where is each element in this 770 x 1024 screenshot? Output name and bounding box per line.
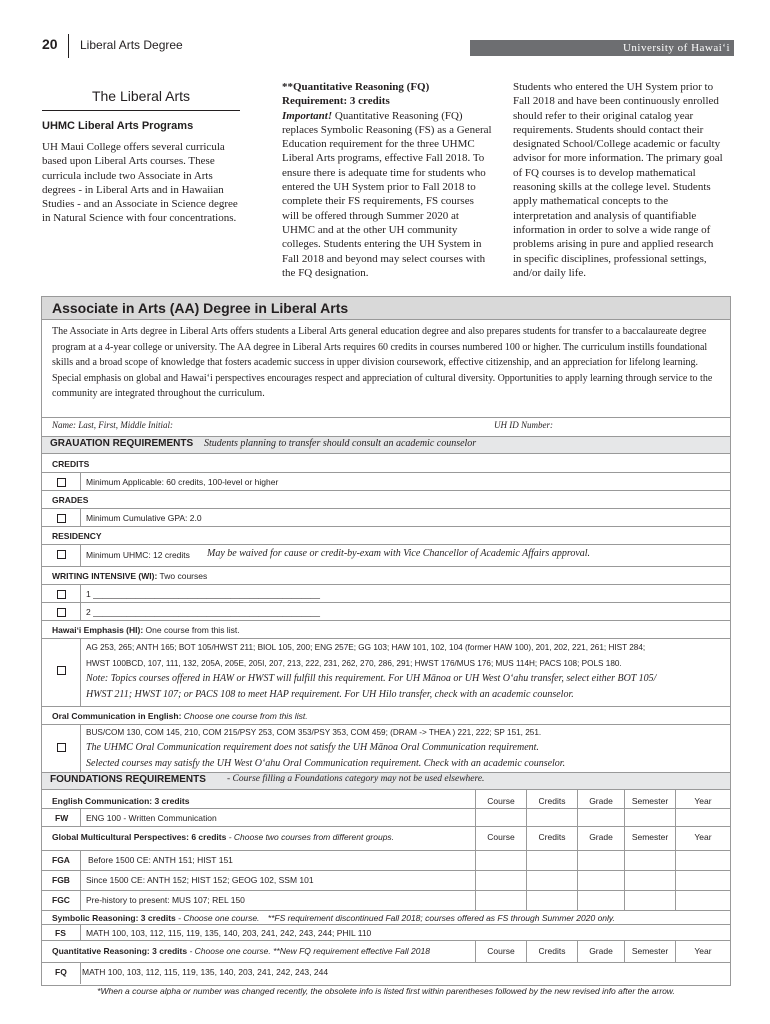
col-course: Course [487,796,515,806]
grad-heading-note: Students planning to transfer should consult an academic counselor [204,438,477,449]
col-semester-3: Semester [631,946,669,956]
fq-text: MATH 100, 103, 112, 115, 119, 135, 140, 203, 241, 242, 243, 244 [82,967,329,977]
quant-row [52,946,430,956]
col-divider [80,544,81,566]
col-credits: Credits [538,796,566,806]
symbolic-row [52,913,615,923]
symbolic-discontinued-note: **FS requirement discontinued Fall 2018; courses offered as FS through Summer 2020 only. [267,913,615,923]
col-semester: Semester [631,796,669,806]
quant-note: - Choose one course. **New FQ requirement effective Fall 2018 [189,946,430,956]
symbolic-note: - Choose one course. [178,913,260,923]
rule [42,566,730,567]
col-semester-2: Semester [631,832,669,842]
wi-course-1-line[interactable]: 1 ________________________________________________ [86,589,320,599]
col-course-2: Course [487,832,515,842]
grad-requirements-band [42,436,730,454]
fgc-text: Pre-history to present: MUS 107; REL 150 [86,895,245,905]
fs-text: MATH 100, 103, 112, 115, 119, 135, 140, 203, 241, 242, 243, 244; PHIL 110 [86,928,372,938]
residency-label: RESIDENCY [52,531,102,541]
oc-label: Oral Communication in English: [52,711,182,721]
rule [42,890,730,891]
col-grade-2: Grade [589,832,613,842]
wi-2-checkbox[interactable] [57,608,66,617]
rule [42,962,730,963]
fq-column [282,80,492,280]
col-grade-3: Grade [589,946,613,956]
oc-row [52,711,308,721]
col-divider [80,472,81,490]
col-course-3: Course [487,946,515,956]
col-year-3: Year [694,946,712,956]
fgc-code: FGC [52,895,70,905]
fgb-code: FGB [52,875,70,885]
hi-note-line-1: Note: Topics courses offered in HAW or HWST will fulfill this requirement. For UH Mānoa or UH West Oʻahu transfer, select either BOT 105/ [86,673,657,684]
col-divider [80,724,81,772]
rule [42,826,730,827]
aa-title: Associate in Arts (AA) Degree in Liberal Arts [52,300,349,316]
fs-code: FS [55,928,66,938]
liberal-arts-title: The Liberal Arts [91,88,191,104]
fw-code: FW [55,813,69,823]
fq-heading: **Quantitative Reasoning (FQ) Requirement: 3 credits [282,81,430,108]
rule [42,490,730,491]
foundations-band [42,772,730,790]
oc-courses: BUS/COM 130, COM 145, 210, COM 215/PSY 253, COM 353/PSY 353, COM 459; (DRAM -> THEA ) 221, 222; SP 151, 251. [86,728,542,737]
fga-text: Before 1500 CE: ANTH 151; HIST 151 [88,855,233,865]
col-divider [80,850,81,910]
col-grade: Grade [589,796,613,806]
col-year: Year [694,796,712,806]
fgb-text: Since 1500 CE: ANTH 152; HIST 152; GEOG 102, SSM 101 [86,875,314,885]
rule [42,924,730,925]
wi-value: Two courses [159,571,208,581]
grades-checkbox[interactable] [57,514,66,523]
residency-item: Minimum UHMC: 12 credits [86,550,190,560]
hi-checkbox[interactable] [57,666,66,675]
fw-text: ENG 100 - Written Communication [86,813,217,823]
wi-label: WRITING INTENSIVE (WI): [52,571,158,581]
hi-value: One course from this list. [145,625,240,635]
global-note: - Choose two courses from different groups. [228,832,395,842]
fq-text: Quantitative Reasoning (FQ) replaces Symbolic Reasoning (FS) as a General Education requirement for the three UHMC Liberal Arts programs, effective Fall 2018. To ensure there is adequate time for students who entered the UH System prior to Fall 2018 to complete their FS requirements, FS courses will be offered through Summer 2020 at UHMC and at the other UH community colleges. Students entering the UH System in Fall 2018 and beyond may select courses with the FQ designation. [282,109,492,279]
credits-checkbox[interactable] [57,478,66,487]
section-title: Liberal Arts Degree [80,38,183,52]
grad-heading: GRAUATION REQUIREMENTS [50,438,194,449]
rule [42,472,730,473]
wi-course-2-line[interactable]: 2 ________________________________________________ [86,607,320,617]
programs-text: UH Maui College offers several curricula based upon Liberal Arts courses. These curricula include two Associate in Arts degrees - in Liberal Arts and in Hawaiian Studies - and an Associate in Science degree in Natural Science with four concentrations. [42,141,238,225]
page-number: 20 [42,36,58,52]
col-year-2: Year [694,832,712,842]
oc-note-line-1: The UHMC Oral Communication requirement does not satisfy the UH Mānoa Oral Communication requirement. [86,742,539,753]
foundations-heading: FOUNDATIONS REQUIREMENTS [50,774,206,785]
rule [42,526,730,527]
fq-continued-text: Students who entered the UH System prior to Fall 2018 and have been continuously enrolled should refer to their original catalog year requirements. Students should contact their designated School/College academic or faculty advisor for more information. The primary goal of FQ courses is to develop mathematical reasoning skills at the college level. Students apply mathematical concepts to the interpretation and analysis of quantifiable information in order to solve a wide range of problems arising in pure and applied research in specific disciplines, professional settings, and/or daily life. [513,81,723,279]
rule [42,706,730,707]
grades-label: GRADES [52,495,89,505]
credits-item: Minimum Applicable: 60 credits, 100-level or higher [86,477,279,487]
hi-note-line-2: HWST 211; HWST 107; or PACS 108 to meet HAP requirement. For UH Hilo transfer, check with an academic counselor. [86,689,574,700]
col-divider [80,924,81,940]
fq-important: Important! [282,109,333,122]
symbolic-label: Symbolic Reasoning: 3 credits [52,913,176,923]
wi-1-checkbox[interactable] [57,590,66,599]
rule [42,870,730,871]
col-divider [80,962,81,984]
name-rule [42,417,730,418]
rule [42,602,730,603]
oc-note-line-2: Selected courses may satisfy the UH West Oʻahu Oral Communication requirement. Check with an academic counselor. [86,758,566,769]
programs-heading: UHMC Liberal Arts Programs [42,120,194,132]
global-label: Global Multicultural Perspectives: 6 credits [52,832,227,842]
rule [42,808,730,809]
oc-value: Choose one course from this list. [183,711,308,721]
hi-courses-line-1: AG 253, 265; ANTH 165; BOT 105/HWST 211; BIOL 105, 200; ENG 257E; GG 103; HAW 101, 102, 104 (former HAW 100), 201, 202, 221, 261; HIST 284; [86,643,646,652]
footnote: *When a course alpha or number was changed recently, the obsolete info is listed first within parentheses followed by the new revised info after the arrow. [97,986,675,996]
col-credits-3: Credits [538,946,566,956]
uhid-field-label: UH ID Number: [494,420,553,430]
rule [42,544,730,545]
university-banner: University of Hawaiʻi [470,40,734,56]
col-credits-2: Credits [538,832,566,842]
col-divider [80,638,81,706]
aa-description: The Associate in Arts degree in Liberal Arts offers students a Liberal Arts general education degree and also prepares students for transfer to a baccalaureate degree program at a 4-year college or university. The AA degree in Liberal Arts requires 60 credits in courses numbered 100 or higher. The curriculum instills foundational skills and a broad scope of knowledge that fosters academic success in upper division coursework, effective citizenship, and an appreciation for lifelong learning. Special emphasis on global and Hawaiʻi perspectives encourages respect and appreciation of cultural diversity. Opportunities to apply learning through service to the community are integrated throughout the curriculum. [52,326,713,399]
col-divider [80,808,81,826]
fq-code: FQ [55,967,67,977]
grades-item: Minimum Cumulative GPA: 2.0 [86,513,202,523]
name-field-label: Name: Last, First, Middle Initial: [52,420,173,430]
rule [42,638,730,639]
rule [42,910,730,911]
residency-checkbox[interactable] [57,550,66,559]
rule [42,850,730,851]
hi-row [52,625,240,635]
title-rule [42,110,240,111]
oc-checkbox[interactable] [57,743,66,752]
foundations-note: - Course filling a Foundations category may not be used elsewhere. [227,774,485,784]
residency-note: May be waived for cause or credit-by-exam with Vice Chancellor of Academic Affairs approval. [207,548,591,559]
english-label: English Communication: 3 credits [52,796,190,806]
fga-code: FGA [52,855,70,865]
rule [42,620,730,621]
col-divider [80,508,81,526]
global-row [52,832,394,842]
rule [42,940,730,941]
rule [42,584,730,585]
header-divider [68,34,69,58]
credits-label: CREDITS [52,459,90,469]
wi-row [52,571,207,581]
rule [42,724,730,725]
hi-courses-line-2: HWST 100BCD, 107, 111, 132, 205A, 205E, 205I, 207, 213, 222, 231, 262, 270, 286, 291; HWST 176/MUS 176; MUS 114H; PACS 108; POLS 180. [86,659,622,668]
hi-label: Hawaiʻi Emphasis (HI): [52,625,144,635]
quant-label: Quantitative Reasoning: 3 credits [52,946,188,956]
rule [42,508,730,509]
